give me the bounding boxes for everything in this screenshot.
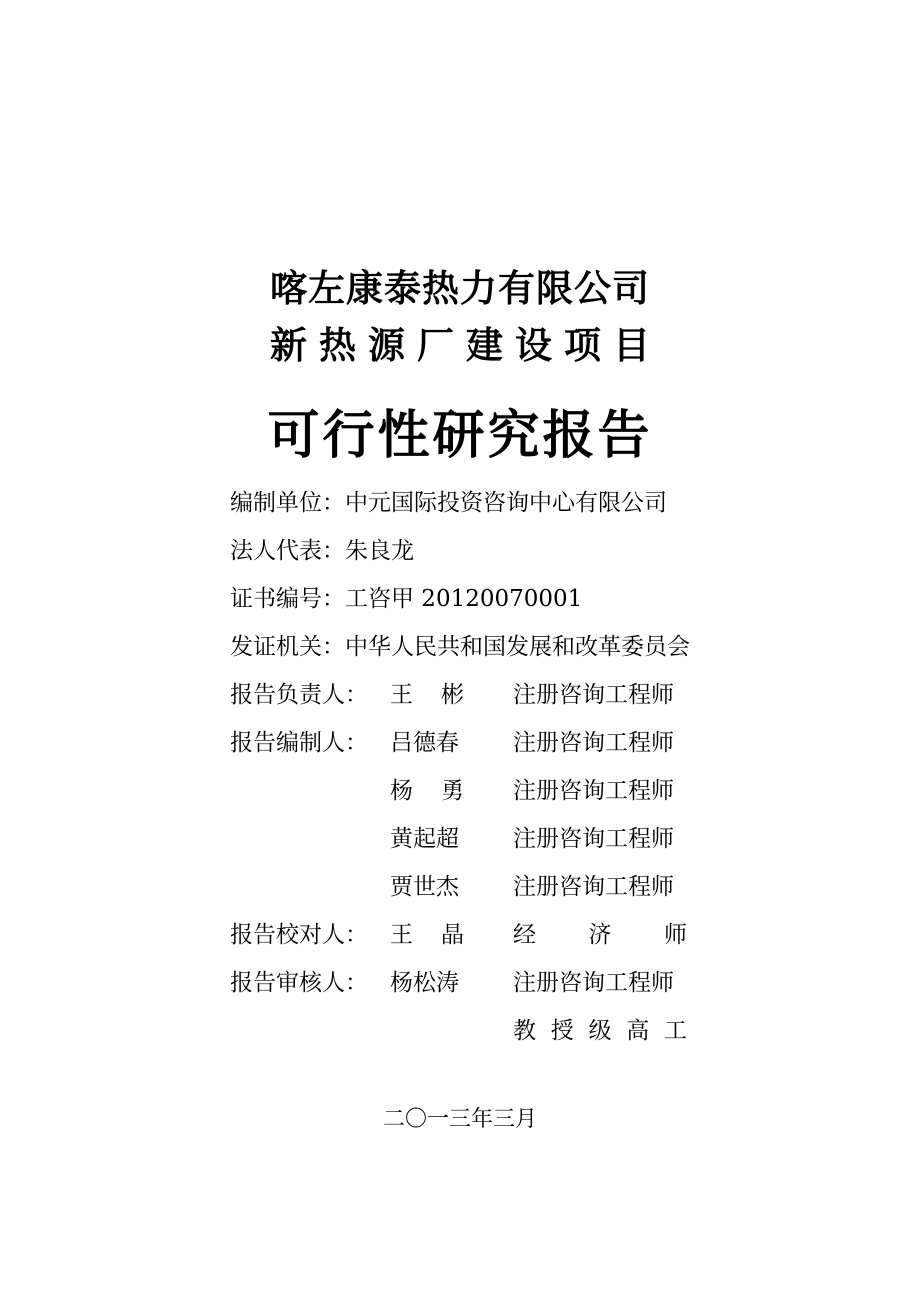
- qual-char: 经: [513, 922, 536, 948]
- reviewer-qualification: 注册咨询工程师: [513, 970, 674, 996]
- editor-name: [390, 774, 464, 808]
- staff-row-editor: [0, 870, 920, 904]
- editor-qualification: 注册咨询工程师: [513, 826, 674, 852]
- responsible-qualification: 注册咨询工程师: [513, 682, 674, 708]
- title-char: 级: [588, 1018, 612, 1044]
- name-char: 杨: [390, 778, 413, 804]
- qual-char: 济: [588, 922, 612, 948]
- document-type-title: 可行性研究报告: [267, 406, 653, 466]
- staff-row-editor: [0, 726, 920, 760]
- reviewer-label: 报告审核人：: [230, 970, 368, 996]
- editor-name: 吕德春: [390, 730, 459, 756]
- editor-name: 贾世杰: [390, 874, 459, 900]
- title-char: 授: [550, 1018, 574, 1044]
- editor-qualification: 注册咨询工程师: [513, 778, 674, 804]
- title-char: 工: [664, 1018, 687, 1044]
- legal-representative: 法人代表：朱良龙: [230, 538, 414, 564]
- name-char: 王: [390, 922, 413, 948]
- qual-char: 师: [664, 922, 687, 948]
- issuing-authority: 发证机关：中华人民共和国发展和改革委员会: [230, 634, 690, 660]
- proofreader-qualification: [513, 918, 687, 952]
- staff-row-reviewer-extra: [0, 1014, 920, 1048]
- name-char: 彬: [441, 682, 464, 708]
- info-row-unit: [0, 486, 920, 520]
- certificate-number: 证书编号：工咨甲 20120070001: [230, 586, 583, 612]
- report-date: 二〇一三年三月: [382, 1107, 537, 1132]
- staff-row-editor: [0, 822, 920, 856]
- responsible-label: 报告负责人：: [230, 682, 368, 708]
- info-row-legal-rep: [0, 534, 920, 568]
- compiling-unit: 编制单位：中元国际投资咨询中心有限公司: [230, 490, 667, 516]
- name-char: 晶: [441, 922, 464, 948]
- title-char: 教: [513, 1018, 536, 1044]
- responsible-name: [390, 678, 464, 712]
- reviewer-name: 杨松涛: [390, 970, 459, 996]
- title-char: 高: [626, 1018, 650, 1044]
- company-title: 喀左康泰热力有限公司: [270, 267, 650, 310]
- proofreader-label: 报告校对人：: [230, 922, 368, 948]
- editor-qualification: 注册咨询工程师: [513, 730, 674, 756]
- name-char: 勇: [441, 778, 464, 804]
- editor-qualification: 注册咨询工程师: [513, 874, 674, 900]
- name-char: 王: [390, 682, 413, 708]
- editor-name: 黄起超: [390, 826, 459, 852]
- info-row-cert: [0, 582, 920, 616]
- staff-row-reviewer: [0, 966, 920, 1000]
- staff-row-responsible: [0, 678, 920, 712]
- info-row-issuer: [0, 630, 920, 664]
- reviewer-title: [513, 1014, 687, 1048]
- staff-row-editor: [0, 774, 920, 808]
- project-title: 新热源厂建设项目: [270, 324, 662, 367]
- proofreader-name: [390, 918, 464, 952]
- staff-row-proofreader: [0, 918, 920, 952]
- editors-label: 报告编制人：: [230, 730, 368, 756]
